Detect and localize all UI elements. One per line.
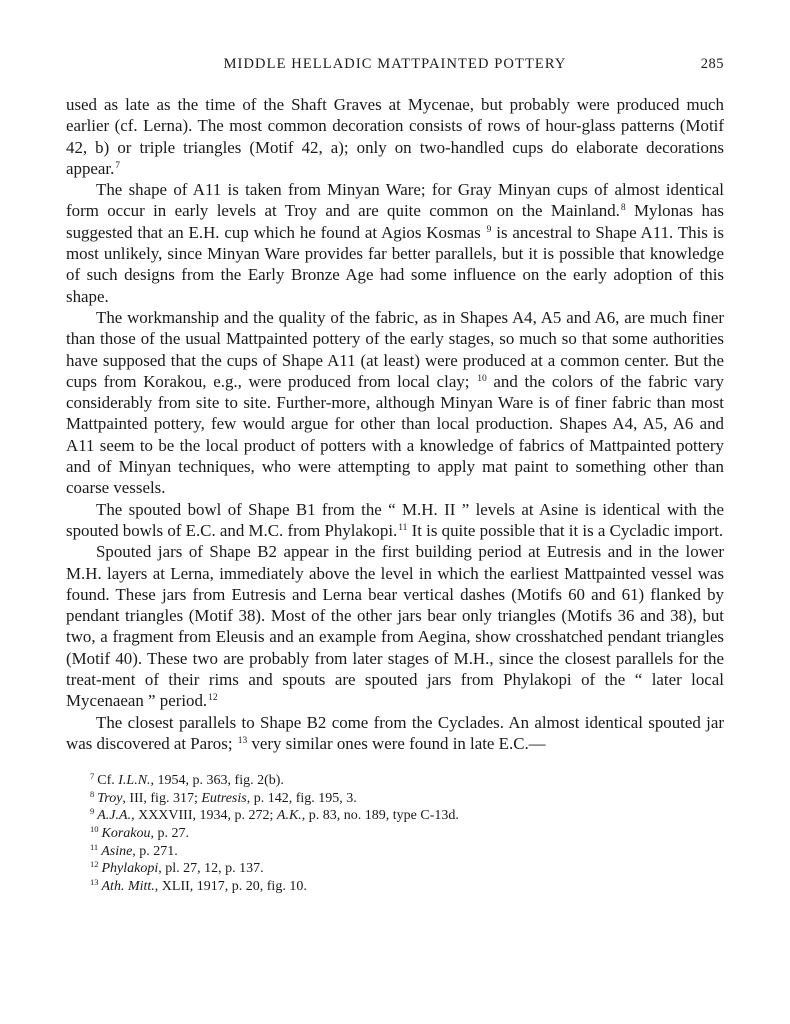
paragraph [66,307,724,499]
footnote [90,878,724,896]
text-run: The shape of A11 is taken from Minyan Ware; for Gray Minyan cups of almost identical form occur in early levels at Troy and are quite common on the Mainland. [66,180,724,221]
footnotes [66,772,724,895]
text-run: Mylonas has suggested that an E.H. cup which he found at Agios Kosmas [66,201,725,242]
footnote-number: 12 [90,859,99,870]
footnote-number: 11 [90,841,99,852]
paragraph [66,541,724,711]
footnote-reference: 9 [486,224,492,235]
footnote [90,843,724,861]
italic-text: A.J.A. [97,808,132,824]
text-run: It is quite possible that it is a Cycladic import. [407,520,724,540]
text-run: , p. 27. [150,825,189,841]
footnote-number: 13 [90,876,99,887]
text-run: , III, fig. 317; [122,790,202,806]
text-run: Cf. [97,773,119,789]
page-number: 285 [700,56,724,72]
footnote [90,790,724,808]
footnote-reference: 13 [237,735,248,746]
paragraph [66,179,724,307]
text-run: used as late as the time of the Shaft Graves at Mycenae, but probably were produced much earlier (cf. Lerna). The most common decoration consists of rows of hour-glass patterns (Motif 42, b) or triple triangles (Motif 42, a); only on two-handled cups do elaborate decorations appear. [66,95,724,178]
text-run: is ancestral to Shape A11. This is most unlikely, since Minyan Ware provides far better parallels, but it is possible that knowledge of such designs from the Early Bronze Age had some influence on the early adoption of this shape. [66,222,725,306]
paragraph [66,712,724,755]
footnote-reference: 8 [620,203,626,214]
footnote-number: 8 [90,788,95,799]
text-run: very similar ones were found in late E.C.— [247,733,546,753]
running-head [66,56,724,82]
text-run: The closest parallels to Shape B2 come from the Cyclades. An almost identical spouted jar was discovered at Paros; [66,712,724,753]
text-run: and the colors of the fabric vary considerably from site to site. Further-more, although Minyan Ware is of finer fabric than most Mattpainted pottery, few would argue for other than local production. Shapes A4, A5, A6 and A11 seem to be the local product of potters with a knowledge of fabrics of Mattpainted pottery and of Minyan techniques, who were attempting to apply mat paint to something other than coarse vessels. [66,371,724,498]
text-run: The spouted bowl of Shape B1 from the “ M.H. II ” levels at Asine is identical with the spouted bowls of E.C. and M.C. from Phylakopi. [66,499,724,540]
text-run: , p. 83, no. 189, type C-13d. [301,808,459,824]
italic-text: Troy [97,790,123,806]
text-run: , XXXVIII, 1934, p. 272; [131,808,277,824]
text-run: , p. 271. [132,843,178,859]
italic-text: Eutresis [201,790,247,806]
italic-text: A.K. [276,808,302,824]
text-run: Spouted jars of Shape B2 appear in the first building period at Eutresis and in the lower M.H. layers at Lerna, immediately above the level in which the earliest Mattpainted vessel was found. These jars from Eutresis and Lerna bear vertical dashes (Motifs 60 and 61) flanked by pendant triangles (Motif 38). Most of the other jars bear only triangles (Motifs 36 and 38), but two, a fragment from Eleusis and an example from Aegina, show crosshatched pendant triangles (Motif 40). These two are probably from later stages of M.H., since the closest parallels for the treat-ment of their rims and spouts are spouted jars from Phylakopi of the “ later local Mycenaean ” period. [66,542,724,711]
italic-text: Asine [101,843,133,859]
footnote-number: 7 [90,771,95,782]
text-run: , pl. 27, 12, p. 137. [158,861,264,877]
footnote [90,807,724,825]
italic-text: Phylakopi [101,861,159,877]
footnote [90,772,724,790]
footnote-reference: 11 [398,522,408,533]
text-run: , XLII, 1917, p. 20, fig. 10. [154,878,307,894]
footnote [90,825,724,843]
book-page [66,56,724,895]
text-run: , 1954, p. 363, fig. 2(b). [150,773,284,789]
text-run: The workmanship and the quality of the fabric, as in Shapes A4, A5 and A6, are much finer than those of the usual Mattpainted pottery of the early stages, so much so that some authorities have supposed that the cups of Shape A11 (at least) were produced at a common center. But the cups from Korakou, e.g., were produced from local clay; [66,307,724,391]
footnote-reference: 12 [208,693,218,704]
italic-text: Ath. Mitt. [101,878,155,894]
footnote-number: 9 [90,806,95,817]
italic-text: Korakou [101,825,151,841]
paragraph [66,94,724,179]
footnote [90,860,724,878]
footnote-number: 10 [90,823,99,834]
body-text [66,94,724,754]
footnote-reference: 7 [115,160,121,171]
italic-text: I.L.N. [118,773,151,789]
running-title: MIDDLE HELLADIC MATTPAINTED POTTERY [223,56,567,72]
text-run: , p. 142, fig. 195, 3. [246,790,357,806]
footnote-reference: 10 [477,373,487,384]
paragraph [66,499,724,542]
